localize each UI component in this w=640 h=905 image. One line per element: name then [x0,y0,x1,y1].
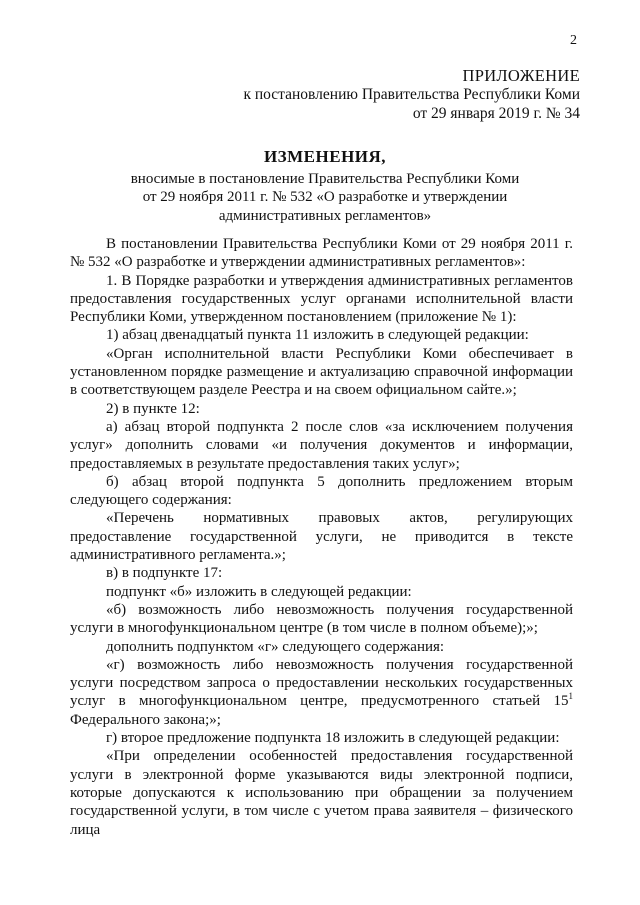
paragraph: «Перечень нормативных правовых актов, регулирующих предоставление государственной услуги, не приводится в тексте административного регламента.»; [70,510,573,564]
heading-title: ИЗМЕНЕНИЯ, [263,147,387,166]
document-heading [90,148,560,225]
paragraph: подпункт «б» изложить в следующей редакции: [106,583,412,600]
paragraph: «Орган исполнительной власти Республики Коми обеспечивает в установленном порядке размещение и актуализацию справочной информации в соответствующем разделе Реестра и на своем официальном сайте.»; [70,345,573,399]
paragraph: б) абзац второй подпункта 5 дополнить предложением вторым следующего содержания: [70,473,573,509]
paragraph-text: Федерального закона;»; [70,711,221,728]
paragraph: 1) абзац двенадцатый пункта 11 изложить в следующей редакции: [106,327,529,344]
paragraph: в) в подпункте 17: [106,565,223,582]
page-number: 2 [570,33,577,48]
paragraph: В постановлении Правительства Республики Коми от 29 ноября 2011 г. № 532 «О разработке и утверждении административных регламентов»: [70,236,573,271]
paragraph: дополнить подпунктом «г» следующего содержания: [106,638,445,655]
document-body [70,235,573,839]
appendix-line: к постановлению Правительства Республики Коми [243,86,580,103]
heading-line: от 29 ноября 2011 г. № 532 «О разработке и утверждении [142,189,508,205]
appendix-title: ПРИЛОЖЕНИЕ [462,66,580,85]
paragraph: «б) возможность либо невозможность получения государственной услуги в многофункциональном центре (в том числе в полном объеме);»; [70,601,573,637]
paragraph: «При определении особенностей предоставления государственной услуги в электронной форме указываются виды электронной подписи, которые допускаются к использованию при обращении за получением государственной услуги, в том числе с учетом права заявителя – физического лица [70,748,573,838]
paragraph [70,656,573,729]
heading-line: вносимые в постановление Правительства Республики Коми [130,170,520,187]
paragraph: а) абзац второй подпункта 2 после слов «за исключением получения услуг» дополнить словами «и получения документов и информации, предоставляемых в результате предоставления таких услуг»; [70,418,573,472]
heading-line: административных регламентов» [218,207,432,224]
paragraph: г) второе предложение подпункта 18 изложить в следующей редакции: [106,730,560,747]
paragraph: 2) в пункте 12: [106,400,200,417]
paragraph-text: «г) возможность либо невозможность получения государственной услуги посредством запроса о предоставлении нескольких государственных услуг в многофункциональном центре, предусмотренного статьей 15 [70,656,573,710]
appendix-line: от 29 января 2019 г. № 34 [412,105,580,122]
superscript: 1 [568,691,573,702]
appendix-block [240,66,580,123]
paragraph: 1. В Порядке разработки и утверждения административных регламентов предоставления государственных услуг органами исполнительной власти Республики Коми, утвержденном постановлением (приложение № 1): [70,272,573,326]
